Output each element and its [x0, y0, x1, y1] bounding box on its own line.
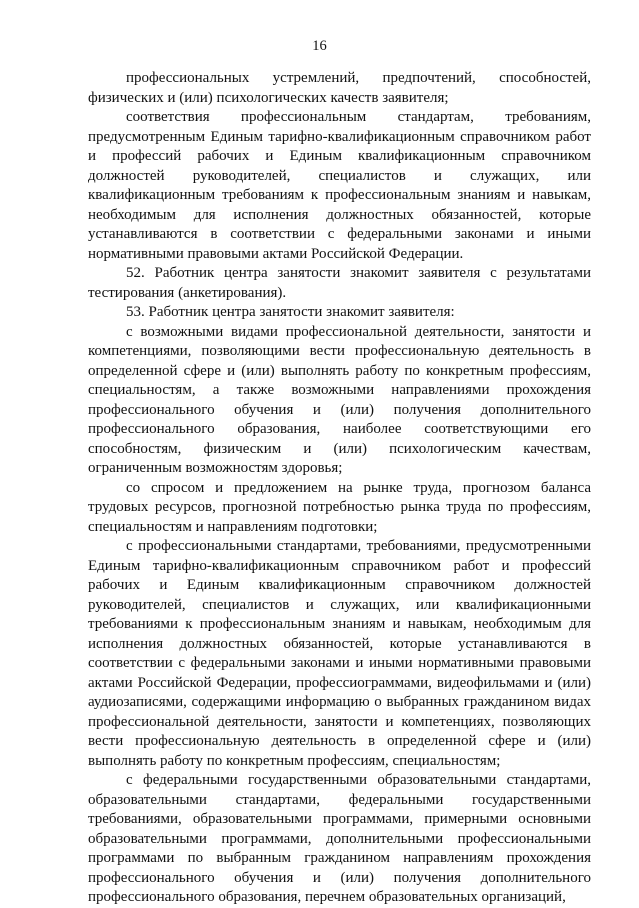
paragraph-52: 52. Работник центра занятости знакомит заявителя с результатами тестирования (анкетирования).: [88, 265, 591, 301]
page-number: 16: [312, 38, 327, 54]
paragraph-2: соответствия профессиональным стандартам, требованиям, предусмотренным Единым тарифно-квалификационным справочником работ и профессий рабочих и Единым квалификационным справочником должностей руководителей, специалистов и служащих, или квалификационным требованиям к профессиональным знаниям и навыкам, необходимым для исполнения должностных обязанностей, которые устанавливаются в соответствии с федеральными законами и иными нормативными правовыми актами Российской Федерации.: [88, 109, 591, 262]
paragraph-1: профессиональных устремлений, предпочтений, способностей, физических и (или) психологических качеств заявителя;: [88, 70, 591, 106]
document-body: [88, 69, 591, 908]
paragraph-4: со спросом и предложением на рынке труда, прогнозом баланса трудовых ресурсов, прогнозной потребностью рынка труда по профессиям, специальностям и направлениям подготовки;: [88, 479, 591, 535]
paragraph-6: с федеральными государственными образовательными стандартами, образовательными стандартами, федеральными государственными требованиями, образовательными программами, примерными основными образовательными программами, дополнительными профессиональными программами по выбранным гражданином направлениям прохождения профессионального обучения и (или) получения дополнительного профессионального образования, перечнем образовательных организаций,: [88, 772, 591, 905]
paragraph-3: с возможными видами профессиональной деятельности, занятости и компетенциями, позволяющими вести профессиональную деятельность в определенной сфере и (или) выполнять работу по конкретным профессиям, специальностям, а также возможными направлениями прохождения профессионального обучения и (или) получения дополнительного профессионального образования, наиболее соответствующими его способностям, физическим и (или) психологическим качествам, ограниченным возможностям здоровья;: [88, 323, 591, 476]
paragraph-53: 53. Работник центра занятости знакомит заявителя:: [126, 304, 455, 320]
paragraph-5: с профессиональными стандартами, требованиями, предусмотренными Единым тарифно-квалификационным справочником работ и профессий рабочих и Единым квалификационным справочником должностей руководителей, специалистов и служащих, или квалификационными требованиями к профессиональным знаниям и навыкам, необходимым для исполнения должностных обязанностей, которые устанавливаются в соответствии с федеральными законами и иными нормативными правовыми актами Российской Федерации, профессиограммами, видеофильмами и (или) аудиозаписями, содержащими информацию о выбранных гражданином видах профессиональной деятельности, занятости и компетенциях, позволяющих вести профессиональную деятельность в определенной сфере и (или) выполнять работу по конкретным профессиям, специальностям;: [88, 538, 591, 769]
